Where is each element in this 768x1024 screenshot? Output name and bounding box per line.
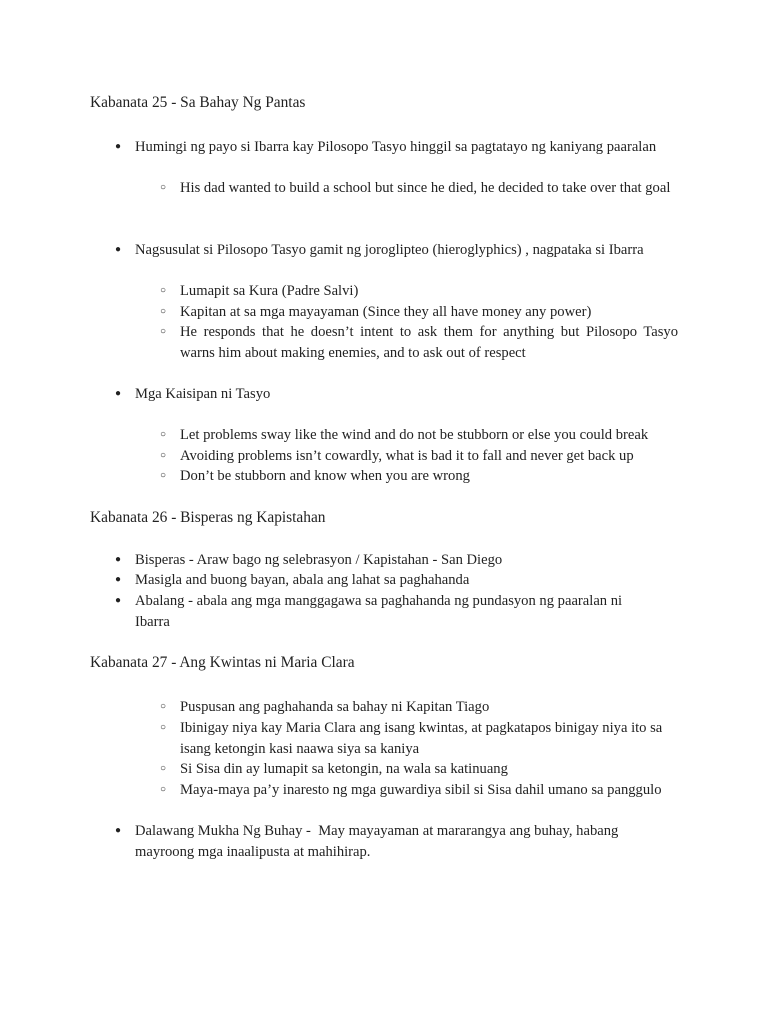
bullet-icon: ● xyxy=(114,554,122,565)
sub-list-item-text: His dad wanted to build a school but since he died, he decided to take over that goal xyxy=(180,180,671,196)
sub-list-item-text: Maya-maya pa’y inaresto ng mga guwardiya sibil si Sisa dahil umano sa panggulo xyxy=(180,782,662,798)
section-heading-kabanata-27: Kabanata 27 - Ang Kwintas ni Maria Clara xyxy=(90,654,355,671)
circle-bullet-icon: ○ xyxy=(159,470,167,481)
sub-list-item-text: Ibinigay niya kay Maria Clara ang isang kwintas, at pagkatapos binigay niya ito sa isang ketongin kasi naawa siya sa kaniya xyxy=(180,720,663,757)
sub-list-item-text: Let problems sway like the wind and do not be stubborn or else you could break xyxy=(180,427,649,443)
circle-bullet-icon: ○ xyxy=(159,784,167,795)
sub-list-item-text: Puspusan ang paghahanda sa bahay ni Kapitan Tiago xyxy=(180,699,490,715)
list-item-text: Dalawang Mukha Ng Buhay - May mayayaman at mararangya ang buhay, habang mayroong mga inaalipusta at mahihirap. xyxy=(135,823,622,860)
circle-bullet-icon: ○ xyxy=(159,450,167,461)
sub-list-item-text: Lumapit sa Kura (Padre Salvi) xyxy=(180,283,359,299)
list-item-text: Masigla and buong bayan, abala ang lahat sa paghahanda xyxy=(135,572,470,588)
sub-list-item-text: Si Sisa din ay lumapit sa ketongin, na wala sa katinuang xyxy=(180,761,508,777)
section-heading-kabanata-26: Kabanata 26 - Bisperas ng Kapistahan xyxy=(90,509,326,526)
sub-list-item-text: He responds that he doesn’t intent to ask them for anything but Pilosopo Tasyo warns him about making enemies, and to ask out of respect xyxy=(180,324,678,361)
circle-bullet-icon: ○ xyxy=(159,701,167,712)
circle-bullet-icon: ○ xyxy=(159,326,167,337)
bullet-icon: ● xyxy=(114,825,122,836)
bullet-icon: ● xyxy=(114,595,122,606)
list-item-text: Humingi ng payo si Ibarra kay Pilosopo Tasyo hinggil sa pagtatayo ng kaniyang paaralan xyxy=(135,139,657,155)
circle-bullet-icon: ○ xyxy=(159,429,167,440)
bullet-icon: ● xyxy=(114,388,122,399)
list-item-text: Nagsusulat si Pilosopo Tasyo gamit ng joroglipteo (hieroglyphics) , nagpataka si Ibarra xyxy=(135,242,644,258)
bullet-icon: ● xyxy=(114,141,122,152)
list-item-text: Abalang - abala ang mga manggagawa sa paghahanda ng pundasyon ng paaralan ni Ibarra xyxy=(135,593,623,630)
circle-bullet-icon: ○ xyxy=(159,182,167,193)
list-item-text: Bisperas - Araw bago ng selebrasyon / Kapistahan - San Diego xyxy=(135,552,503,568)
circle-bullet-icon: ○ xyxy=(159,306,167,317)
sub-list-item-text: Don’t be stubborn and know when you are wrong xyxy=(180,468,470,484)
sub-list-item-text: Avoiding problems isn’t cowardly, what is bad it to fall and never get back up xyxy=(180,448,634,464)
list-item-text: Mga Kaisipan ni Tasyo xyxy=(135,386,271,402)
section-heading-kabanata-25: Kabanata 25 - Sa Bahay Ng Pantas xyxy=(90,94,306,111)
circle-bullet-icon: ○ xyxy=(159,285,167,296)
circle-bullet-icon: ○ xyxy=(159,722,167,733)
circle-bullet-icon: ○ xyxy=(159,763,167,774)
bullet-icon: ● xyxy=(114,244,122,255)
bullet-icon: ● xyxy=(114,574,122,585)
sub-list-item-text: Kapitan at sa mga mayayaman (Since they all have money any power) xyxy=(180,304,592,320)
